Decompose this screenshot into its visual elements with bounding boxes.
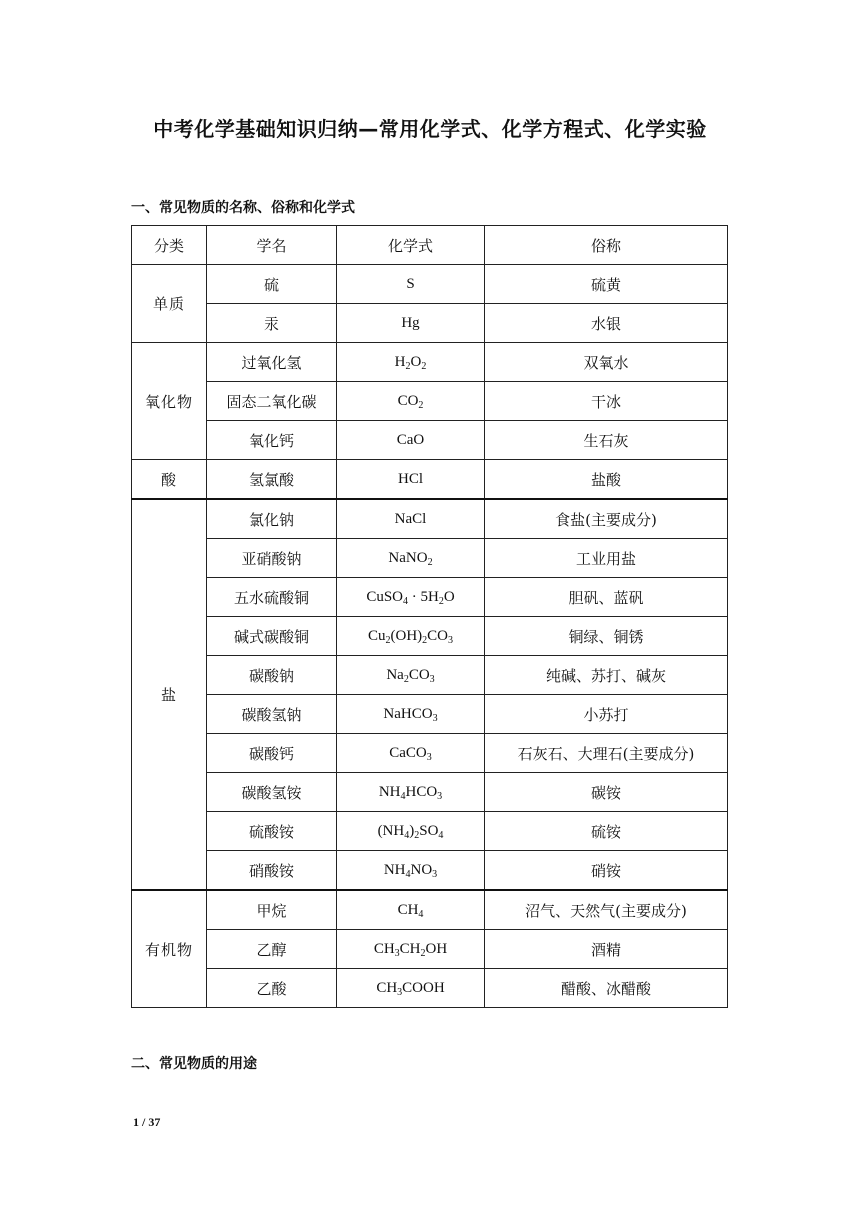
formula-text: H (394, 353, 406, 370)
table-row (132, 343, 728, 382)
formula-subscript: 3 (432, 712, 438, 724)
formula-text: · 5H (408, 588, 439, 605)
common-name-cell: 干冰 (485, 382, 728, 421)
formula-cell (337, 460, 485, 500)
formula-subscript: 4 (418, 908, 424, 920)
formula-cell (337, 656, 485, 695)
common-name-cell: 食盐(主要成分) (485, 499, 728, 539)
formula-text: COOH (402, 979, 445, 996)
formula-text: CuSO (366, 588, 403, 605)
formula-subscript: 3 (394, 947, 400, 959)
common-name-cell: 酒精 (485, 930, 728, 969)
formula-cell (337, 382, 485, 421)
common-name-cell: 沼气、天然气(主要成分) (485, 890, 728, 930)
category-cell: 酸 (132, 460, 207, 500)
chemical-name-cell: 硫酸铵 (207, 812, 337, 851)
formula-cell (337, 617, 485, 656)
chemical-name-cell: 氯化钠 (207, 499, 337, 539)
header-formula: 化学式 (337, 226, 485, 265)
formula-subscript: 2 (414, 829, 420, 841)
formula-text: Hg (401, 314, 420, 331)
formula-cell (337, 930, 485, 969)
formula-subscript: 2 (427, 556, 433, 568)
table-row (132, 890, 728, 930)
header-category: 分类 (132, 226, 207, 265)
formula-subscript: 2 (405, 360, 411, 372)
formula-text: CH (397, 901, 419, 918)
formula-text: Na (386, 666, 404, 683)
common-name-cell: 生石灰 (485, 421, 728, 460)
formula-text: CaCO (389, 744, 427, 761)
category-cell: 单质 (132, 265, 207, 343)
formula-subscript: 2 (418, 399, 424, 411)
common-name-cell: 双氧水 (485, 343, 728, 382)
chemical-name-cell: 硝酸铵 (207, 851, 337, 891)
chemical-name-cell: 乙酸 (207, 969, 337, 1008)
formula-subscript: 2 (385, 634, 391, 646)
formula-subscript: 3 (437, 790, 443, 802)
formula-text: CH (376, 979, 398, 996)
formula-text: CH (373, 940, 395, 957)
formula-cell (337, 265, 485, 304)
formula-subscript: 4 (403, 595, 408, 607)
formula-text: (NH (377, 822, 405, 839)
formula-subscript: 4 (438, 829, 444, 841)
table-row (132, 734, 728, 773)
formula-cell (337, 304, 485, 343)
formula-text: CO (397, 392, 419, 409)
chemical-name-cell: 碳酸氢铵 (207, 773, 337, 812)
chemical-name-cell: 乙醇 (207, 930, 337, 969)
common-name-cell: 硫黄 (485, 265, 728, 304)
formula-subscript: 3 (397, 986, 403, 998)
formula-text: NO (410, 861, 433, 878)
category-cell: 盐 (132, 499, 207, 890)
formula-text: NaHCO (383, 705, 433, 722)
table-row (132, 773, 728, 812)
common-name-cell: 小苏打 (485, 695, 728, 734)
formula-text: CO (408, 666, 430, 683)
formula-text: HCl (397, 470, 423, 487)
formula-text: (OH) (390, 627, 423, 644)
formula-subscript: 4 (404, 829, 410, 841)
formula-subscript: 4 (400, 790, 406, 802)
formula-cell (337, 421, 485, 460)
formula-text: HCO (405, 783, 438, 800)
table-row (132, 539, 728, 578)
table-row (132, 265, 728, 304)
formula-cell (337, 695, 485, 734)
formula-text: NH (383, 861, 406, 878)
formula-text: CH (399, 940, 421, 957)
formula-subscript: 2 (438, 595, 444, 607)
formula-text: NaNO (388, 549, 428, 566)
chemical-name-cell: 碳酸钠 (207, 656, 337, 695)
formula-subscript: 2 (420, 947, 426, 959)
formula-subscript: 3 (448, 634, 453, 646)
formula-cell (337, 812, 485, 851)
formula-subscript: 3 (429, 673, 435, 685)
formula-text: OH (425, 940, 448, 957)
formula-subscript: 2 (422, 634, 428, 646)
formula-subscript: 2 (421, 360, 427, 372)
chemical-name-cell: 碳酸氢钠 (207, 695, 337, 734)
table-header-row (132, 226, 728, 265)
table-row (132, 812, 728, 851)
formula-text: Cu (367, 627, 386, 644)
common-name-cell: 纯碱、苏打、碱灰 (485, 656, 728, 695)
category-cell: 有机物 (132, 890, 207, 1008)
chemical-name-cell: 碳酸钙 (207, 734, 337, 773)
formula-subscript: 4 (405, 868, 411, 880)
table-row (132, 617, 728, 656)
formula-subscript: 3 (426, 751, 432, 763)
formula-cell (337, 890, 485, 930)
common-name-cell: 硫铵 (485, 812, 728, 851)
formula-subscript: 3 (432, 868, 438, 880)
table-row (132, 969, 728, 1008)
formula-cell (337, 343, 485, 382)
common-name-cell: 硝铵 (485, 851, 728, 891)
table-row (132, 578, 728, 617)
formula-cell (337, 969, 485, 1008)
formula-cell (337, 539, 485, 578)
section-heading-substances: 一、常见物质的名称、俗称和化学式 (131, 200, 355, 216)
common-name-cell: 醋酸、冰醋酸 (485, 969, 728, 1008)
page-number: 1 / 37 (133, 1115, 161, 1129)
common-name-cell: 铜绿、铜锈 (485, 617, 728, 656)
table-row (132, 930, 728, 969)
formula-text: CaO (396, 431, 425, 448)
chemical-name-cell: 汞 (207, 304, 337, 343)
chemical-name-cell: 固态二氧化碳 (207, 382, 337, 421)
formula-text: SO (419, 822, 439, 839)
table-row (132, 421, 728, 460)
substances-table (131, 225, 728, 1008)
common-name-cell: 碳铵 (485, 773, 728, 812)
common-name-cell: 工业用盐 (485, 539, 728, 578)
header-name: 学名 (207, 226, 337, 265)
formula-cell (337, 734, 485, 773)
formula-text: O (443, 588, 455, 605)
formula-cell (337, 578, 485, 617)
chemical-name-cell: 氧化钙 (207, 421, 337, 460)
table-row (132, 851, 728, 891)
formula-text: NaCl (394, 510, 427, 527)
chemical-name-cell: 硫 (207, 265, 337, 304)
table-row (132, 499, 728, 539)
table-row (132, 460, 728, 500)
chemical-name-cell: 碱式碳酸铜 (207, 617, 337, 656)
formula-text: NH (378, 783, 401, 800)
section-heading-uses: 二、常见物质的用途 (131, 1056, 257, 1072)
chemical-name-cell: 五水硫酸铜 (207, 578, 337, 617)
formula-text: ) (409, 822, 415, 839)
formula-cell (337, 499, 485, 539)
common-name-cell: 水银 (485, 304, 728, 343)
table-row (132, 656, 728, 695)
common-name-cell: 石灰石、大理石(主要成分) (485, 734, 728, 773)
chemical-name-cell: 氢氯酸 (207, 460, 337, 500)
formula-text: O (410, 353, 422, 370)
chemical-name-cell: 甲烷 (207, 890, 337, 930)
formula-text: CO (427, 627, 448, 644)
formula-cell (337, 773, 485, 812)
table-row (132, 695, 728, 734)
chemical-name-cell: 亚硝酸钠 (207, 539, 337, 578)
formula-cell (337, 851, 485, 891)
category-cell: 氧化物 (132, 343, 207, 460)
header-common-name: 俗称 (485, 226, 728, 265)
common-name-cell: 胆矾、蓝矾 (485, 578, 728, 617)
formula-subscript: 2 (403, 673, 409, 685)
common-name-cell: 盐酸 (485, 460, 728, 500)
table-row (132, 304, 728, 343)
table-row (132, 382, 728, 421)
chemical-name-cell: 过氧化氢 (207, 343, 337, 382)
formula-text: S (406, 275, 415, 292)
document-title: 中考化学基础知识归纳—常用化学式、化学方程式、化学实验 (153, 117, 707, 141)
